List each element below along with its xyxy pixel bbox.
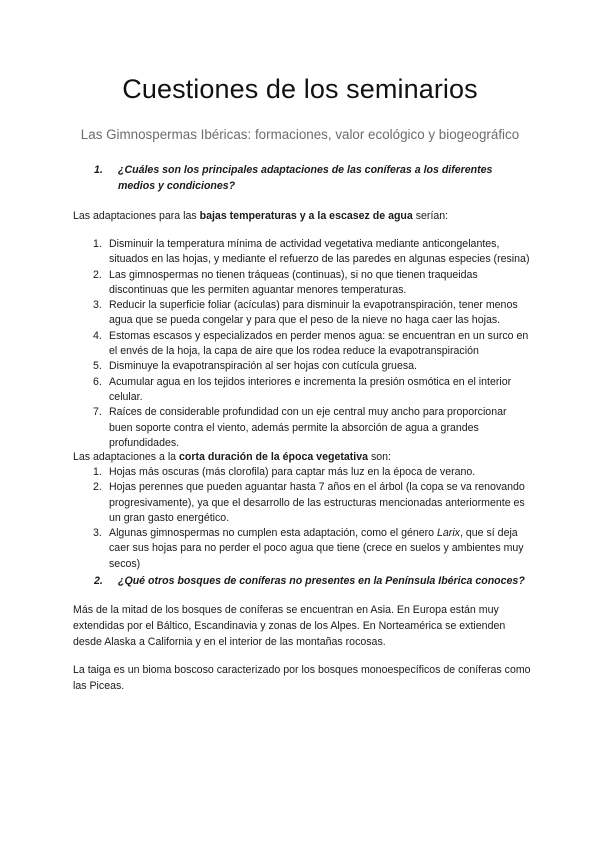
question-1 bbox=[94, 162, 518, 194]
list-item-text: Algunas gimnospermas no cumplen esta adaptación, como el género bbox=[109, 527, 438, 540]
intro-text: Las adaptaciones para las bbox=[73, 210, 200, 222]
list-item-number: 2. bbox=[93, 268, 102, 281]
list-item-text-end: , que sí deja caer sus hojas para no perder el poco agua que tiene (crece en suelos y ambientes muy secos) bbox=[109, 527, 524, 570]
list-item-text: Disminuye la evapotranspiración al ser hojas con cutícula gruesa. bbox=[109, 360, 417, 373]
list-item bbox=[73, 359, 533, 374]
intro-text: Las adaptaciones a la bbox=[73, 451, 180, 463]
list-item-text: Acumular agua en los tejidos interiores e incrementa la presión osmótica en el interior celular. bbox=[109, 375, 512, 403]
intro-text-end: son: bbox=[368, 451, 391, 463]
list-item-number: 5. bbox=[93, 360, 102, 373]
question-number: 2. bbox=[94, 575, 103, 587]
list-item bbox=[73, 480, 533, 526]
question-2 bbox=[94, 573, 538, 589]
list-item-number: 1. bbox=[93, 238, 102, 250]
list-item-number: 6. bbox=[93, 375, 102, 388]
list-item bbox=[73, 298, 533, 329]
list-item bbox=[73, 405, 533, 451]
list-item-text: Hojas perennes que pueden aguantar hasta 7 años en el árbol (la copa se va renovando progresivamente), ya que el desarrollo de las estructuras mencionadas anteriormente es un gran gasto energético. bbox=[109, 481, 525, 524]
answer-2-paragraph-2: La taiga es un bioma boscoso caracterizado por los bosques monoespecíficos de coníferas como las Piceas. bbox=[73, 664, 531, 692]
list-item-number: 4. bbox=[93, 329, 102, 342]
answer-2-paragraph-1: Más de la mitad de los bosques de coníferas se encuentran en Asia. En Europa están muy extendidas por el Báltico, Escandinavia y zonas de los Alpes. En Norteamérica se extienden desde Alaska a California y en el interior de las montañas rocosas. bbox=[73, 604, 506, 648]
intro-bold-text: bajas temperaturas y a la escasez de agua bbox=[199, 210, 413, 222]
list-item-number: 3. bbox=[93, 527, 102, 540]
list-item-number: 7. bbox=[93, 406, 102, 419]
list-item-text: Disminuir la temperatura mínima de actividad vegetativa mediante anticongelantes, situados en las hojas, y mediante el refuerzo de las paredes en algunas especies (resina) bbox=[109, 238, 530, 266]
list-item bbox=[73, 526, 533, 572]
list-item bbox=[73, 268, 533, 299]
list-item bbox=[73, 375, 533, 406]
intro-bold-text: corta duración de la época vegetativa bbox=[179, 451, 369, 463]
section-1-intro bbox=[73, 208, 533, 224]
question-number: 1. bbox=[94, 164, 103, 176]
list-item bbox=[73, 237, 533, 268]
adaptations-list-2 bbox=[73, 465, 533, 572]
question-text: ¿Qué otros bosques de coníferas no presentes en la Península Ibérica conoces? bbox=[118, 575, 525, 587]
section-2-intro bbox=[73, 449, 533, 465]
list-item bbox=[73, 465, 533, 480]
document-title: Cuestiones de los seminarios bbox=[122, 74, 478, 104]
list-item-number: 3. bbox=[93, 299, 102, 312]
intro-text-end: serían: bbox=[412, 210, 449, 222]
question-text: ¿Cuáles son los principales adaptaciones de las coníferas a los diferentes medios y condiciones? bbox=[118, 164, 493, 192]
list-item-number: 1. bbox=[93, 466, 102, 478]
document-subtitle: Las Gimnospermas Ibéricas: formaciones, valor ecológico y biogeográfico bbox=[80, 127, 520, 142]
adaptations-list-1 bbox=[73, 237, 533, 451]
list-item-text: Las gimnospermas no tienen tráqueas (continuas), si no que tienen traqueidas discontinuas que les permiten aguantar menores temperaturas. bbox=[109, 268, 478, 296]
list-item-text: Estomas escasos y especializados en perder menos agua: se encuentran en un surco en el envés de la hoja, la capa de aire que los rodea reduce la evapotranspiración bbox=[109, 329, 529, 358]
genus-name: Larix bbox=[437, 527, 460, 540]
list-item-text: Reducir la superficie foliar (acículas) para disminuir la evapotranspiración, tener menos agua que se pueda congelar y para que el peso de la nieve no haga caer las hojas. bbox=[109, 299, 518, 327]
list-item-number: 2. bbox=[93, 481, 102, 494]
list-item bbox=[73, 329, 533, 360]
list-item-text: Hojas más oscuras (más clorofila) para captar más luz en la época de verano. bbox=[109, 466, 476, 478]
list-item-text: Raíces de considerable profundidad con un eje central muy ancho para proporcionar buen soporte contra el viento, además permite la absorción de agua a grandes profundidades. bbox=[109, 406, 507, 449]
